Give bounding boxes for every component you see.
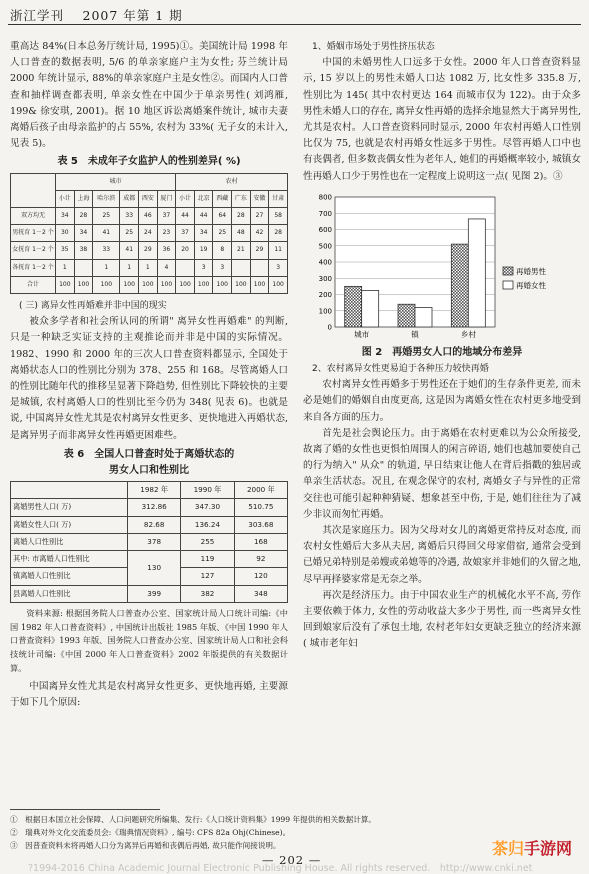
table5-cell: 44 bbox=[176, 208, 195, 225]
x-tick-label: 城市 bbox=[354, 329, 370, 339]
table6-cell: 82.68 bbox=[128, 516, 181, 533]
journal-header bbox=[10, 6, 183, 24]
table5-cell: 100 bbox=[176, 276, 195, 293]
table5-cell: 25 bbox=[120, 225, 139, 242]
table6-cell: 255 bbox=[181, 533, 234, 550]
table5-title: 表 5 未成年子女监护人的性别差异( %) bbox=[57, 156, 241, 168]
table5-row-label: 男抚育 1－2 个 bbox=[11, 225, 56, 242]
table5-col-header: 上海 bbox=[74, 190, 93, 207]
journal-name: 浙江学刊 bbox=[10, 8, 65, 23]
right-paragraph-5: 再次是经济压力。由于中国农业生产的机械化水平不高, 劳作主要依赖于体力, 女性的劳动收益大多少于男性, 而一些离异女性回到娘家后没有了承包土地, 农村老年妇女更缺乏独立的经济来源( 城市老年妇 bbox=[303, 589, 581, 650]
table5-cell: 100 bbox=[120, 276, 139, 293]
left-paragraph-3: 中国离异女性尤其是农村离异女性更多、更快地再婚, 主要源于如下几个原因: bbox=[10, 680, 288, 708]
table5-cell: 4 bbox=[157, 259, 176, 276]
table5-cell: 34 bbox=[74, 225, 93, 242]
table5-cell: 100 bbox=[74, 276, 93, 293]
table-row bbox=[11, 533, 288, 550]
table5-cell: 100 bbox=[157, 276, 176, 293]
y-tick-label: 600 bbox=[318, 225, 332, 234]
table5-col-header: 甘肃 bbox=[269, 190, 288, 207]
footnote-1: ① 根据日本国立社会保障、人口问题研究所编集、发行:《人口统计资料集》1999 年提供的相关数据计算。 bbox=[10, 815, 377, 824]
table5-cell: 64 bbox=[213, 208, 232, 225]
bar-male bbox=[345, 286, 362, 327]
table6-row-label: 离婚人口性别比 bbox=[11, 533, 128, 550]
figure-2-caption: 图 2 再婚男女人口的地域分布差异 bbox=[361, 346, 523, 358]
table6-cell: 136.24 bbox=[181, 516, 234, 533]
y-tick-label: 100 bbox=[318, 307, 332, 316]
right-paragraph-1: 中国的未婚男性人口远多于女性。2000 年人口普查资料显示, 15 岁以上的男性未婚人口达 1082 万, 比女性多 335.8 万, 性别比为 145( 其中农村更达 164 而城市仅为 122)。由于众多男性未婚人口的存在, 离异女性再婚的选择余地显然大于离异男性, 尤其是农村。人口普查资料同时显示, 2000 年农村再婚人口性别比仅为 75, 也就是农村再婚女性远多于男性。尽管再婚人口中也有丧偶者, 但多数丧偶女性为老年人, 她们的再婚概率较小, 城镇女性再婚人口少于男性也在一定程度上说明这一点( 见图 2)。③ bbox=[303, 57, 581, 182]
table6-cell: 168 bbox=[234, 533, 287, 550]
table5-cell: 58 bbox=[269, 208, 288, 225]
table5-cell: 28 bbox=[269, 225, 288, 242]
header-rule bbox=[8, 24, 581, 25]
table5-cell: 100 bbox=[269, 276, 288, 293]
table5-cell: 100 bbox=[194, 276, 213, 293]
table5-row-label: 女抚育 1－2 个 bbox=[11, 242, 56, 259]
table6-cell: 130 bbox=[128, 551, 181, 585]
table-row bbox=[11, 516, 288, 533]
page-number: — 202 — bbox=[262, 853, 322, 867]
figure-2-chart bbox=[303, 187, 581, 345]
table5-cell: 23 bbox=[157, 225, 176, 242]
right-paragraph-2: 农村离异女性再婚多于男性还在于她们的生存条件更差, 而未必是她们的婚姻自由度更高, 这是因为离婚女性在农村更多地受到来自各方面的压力。 bbox=[303, 379, 581, 423]
watermark-part1: 茶归 bbox=[492, 839, 525, 858]
table5-cell bbox=[74, 259, 93, 276]
table5-group-rural: 农村 bbox=[176, 173, 288, 190]
y-tick-label: 500 bbox=[318, 242, 332, 251]
table5-cell: 30 bbox=[56, 225, 75, 242]
table5-col-header: 安徽 bbox=[250, 190, 269, 207]
section-1-heading: 1、婚姻市场处于男性挤压状态 bbox=[312, 42, 435, 52]
table5-cell: 33 bbox=[120, 208, 139, 225]
table5-cell: 8 bbox=[213, 242, 232, 259]
legend-label: 再婚男性 bbox=[516, 266, 546, 276]
table-row bbox=[11, 242, 288, 259]
table6-cell: 347.30 bbox=[181, 499, 234, 516]
table5-cell: 46 bbox=[139, 208, 158, 225]
table5-cell: 1 bbox=[120, 259, 139, 276]
table5-cell: 35 bbox=[56, 242, 75, 259]
table5-cell: 1 bbox=[93, 259, 120, 276]
right-paragraph-3: 首先是社会舆论压力。由于离婚在农村更难以为公众所接受, 故离了婚的女性也更惧怕周围人的闲言碎语, 她们也越加要使自己的行为纳入" 从众" 的轨道, 早日结束让他人在背后指戳的独居或单亲生活状态。况且, 在观念保守的农村, 离婚女子与异性的正常交往也可能引起种种猜疑、想象甚至中伤, 于是, 她们往往为了减少非议而匆忙再婚。 bbox=[303, 427, 581, 520]
table-row bbox=[11, 259, 288, 276]
table6-cell: 127 bbox=[181, 568, 234, 585]
table5-col-header: 北京 bbox=[194, 190, 213, 207]
table6-cell: 92 bbox=[234, 551, 287, 568]
table5-cell: 3 bbox=[269, 259, 288, 276]
table5-cell: 27 bbox=[250, 208, 269, 225]
table6-title-line1: 表 6 全国人口普查时处于离婚状态的 bbox=[63, 448, 235, 460]
table5-cell: 100 bbox=[213, 276, 232, 293]
table-row bbox=[11, 225, 288, 242]
table5-cell: 37 bbox=[176, 225, 195, 242]
table5-cell: 29 bbox=[250, 242, 269, 259]
table5 bbox=[10, 173, 288, 294]
table5-col-header: 西藏 bbox=[213, 190, 232, 207]
table5-cell: 41 bbox=[93, 225, 120, 242]
table-row bbox=[11, 208, 288, 225]
table6-row-label: 其中: 市离婚人口性别比 bbox=[11, 551, 128, 568]
table6-cell: 119 bbox=[181, 551, 234, 568]
table6-cell: 120 bbox=[234, 568, 287, 585]
table5-cell bbox=[250, 259, 269, 276]
journal-issue: 2007 年第 1 期 bbox=[82, 8, 183, 23]
table5-cell: 100 bbox=[232, 276, 251, 293]
footnote-2: ② 瑞典对外文化交流委员会:《瑞典情况资料》, 编号: CFS 82a Ohj(Chinese)。 bbox=[10, 828, 291, 837]
table5-cell: 100 bbox=[93, 276, 120, 293]
table6-title-line2: 男女人口和性别比 bbox=[109, 465, 189, 477]
table5-group-city: 城市 bbox=[56, 173, 176, 190]
table6-row-label: 县离婚人口性别比 bbox=[11, 585, 128, 602]
table5-row-label: 合计 bbox=[11, 276, 56, 293]
table5-cell: 34 bbox=[56, 208, 75, 225]
y-tick-label: 400 bbox=[318, 258, 332, 267]
y-tick-label: 0 bbox=[327, 323, 332, 332]
table-row bbox=[11, 499, 288, 516]
table-row bbox=[11, 551, 288, 568]
table5-cell: 20 bbox=[176, 242, 195, 259]
table5-cell: 48 bbox=[232, 225, 251, 242]
table6-source-note: 资料来源: 根据国务院人口普查办公室、国家统计局人口统计司编:《中国 1982 年人口普查资料》, 中国统计出版社 1985 年版、《中国 1990 年人口普查资料》1993 年版、国务院人口普查办公室、国家统计局人口和社会科技统计司编:《中国 2000 年人口普查资料》2002 年版提供的有关数据计算。 bbox=[10, 607, 288, 673]
table6-cell: 303.68 bbox=[234, 516, 287, 533]
table5-cell: 28 bbox=[232, 208, 251, 225]
bar-female bbox=[468, 219, 485, 327]
x-tick-label: 乡村 bbox=[460, 329, 476, 339]
table5-cell: 100 bbox=[139, 276, 158, 293]
bar-male bbox=[451, 244, 468, 327]
table5-cell: 1 bbox=[139, 259, 158, 276]
watermark-part2: 手游网 bbox=[524, 839, 573, 858]
table5-cell: 11 bbox=[269, 242, 288, 259]
right-paragraph-4: 其次是家庭压力。因为父母对女儿的离婚更常持反对态度, 而农村女性婚后大多从夫居, 离婚后只得回父母家借宿, 通常会受到已婚兄弟特别是弟嫂或弟媳等的冷遇, 故娘家并非她们的久留之地, 尽早再择婆家常是无奈之举。 bbox=[303, 525, 581, 585]
table6-col-header: 2000 年 bbox=[234, 482, 287, 499]
table5-cell: 38 bbox=[74, 242, 93, 259]
y-tick-label: 800 bbox=[318, 193, 332, 202]
table6-cell: 348 bbox=[234, 585, 287, 602]
table5-cell: 28 bbox=[74, 208, 93, 225]
table5-col-header: 厦门 bbox=[157, 190, 176, 207]
figure-2 bbox=[303, 187, 581, 345]
legend-swatch bbox=[503, 267, 513, 275]
section-3-heading: ( 三) 离异女性再婚难并非中国的现实 bbox=[19, 301, 167, 312]
table6-cell: 378 bbox=[128, 533, 181, 550]
table5-cell: 25 bbox=[213, 225, 232, 242]
table5-cell: 21 bbox=[232, 242, 251, 259]
table-row bbox=[11, 276, 288, 293]
footnote-3: ③ 因普查资料未将再婚人口分为离异后再婚和丧偶后再婚, 故只能作间接说明。 bbox=[10, 841, 281, 850]
table6-cell: 399 bbox=[128, 585, 181, 602]
table6-row-label: 离婚女性人口( 万) bbox=[11, 516, 128, 533]
table6-col-header: 1982 年 bbox=[128, 482, 181, 499]
table5-cell: 3 bbox=[194, 259, 213, 276]
table6-row-label: 离婚男性人口( 万) bbox=[11, 499, 128, 516]
legend-label: 再婚女性 bbox=[516, 280, 546, 290]
table5-col-header: 广东 bbox=[232, 190, 251, 207]
table5-cell: 3 bbox=[213, 259, 232, 276]
legend-swatch bbox=[503, 281, 513, 289]
table5-cell: 34 bbox=[194, 225, 213, 242]
table5-cell: 24 bbox=[139, 225, 158, 242]
table5-cell: 41 bbox=[120, 242, 139, 259]
right-column bbox=[303, 39, 581, 653]
table5-row-label: 各抚育 1－2 个 bbox=[11, 259, 56, 276]
table5-col-header: 小计 bbox=[176, 190, 195, 207]
bar-female bbox=[415, 307, 432, 327]
table6 bbox=[10, 481, 288, 602]
table6-row-label: 镇离婚人口性别比 bbox=[11, 568, 128, 585]
table5-cell: 42 bbox=[250, 225, 269, 242]
table6-cell: 382 bbox=[181, 585, 234, 602]
copyright-notice: ?1994-2016 China Academic Journal Electronic Publishing House. All rights reserved. http://www.cnki.net bbox=[28, 863, 533, 874]
y-tick-label: 700 bbox=[318, 209, 332, 218]
table5-cell bbox=[232, 259, 251, 276]
watermark-logo bbox=[492, 836, 572, 859]
table6-cell: 510.75 bbox=[234, 499, 287, 516]
table5-cell bbox=[176, 259, 195, 276]
table5-cell: 19 bbox=[194, 242, 213, 259]
table5-cell: 100 bbox=[56, 276, 75, 293]
section-2-heading: 2、农村离异女性更易迫于各种压力较快再婚 bbox=[312, 364, 489, 375]
table5-col-header: 成都 bbox=[120, 190, 139, 207]
left-column bbox=[10, 39, 288, 711]
bar-female bbox=[362, 290, 379, 327]
bar-male bbox=[398, 304, 415, 327]
table5-cell: 29 bbox=[139, 242, 158, 259]
table5-col-header: 哈尔滨 bbox=[93, 190, 120, 207]
table6-cell: 312.86 bbox=[128, 499, 181, 516]
table5-cell: 25 bbox=[93, 208, 120, 225]
table5-cell: 33 bbox=[93, 242, 120, 259]
table5-cell: 37 bbox=[157, 208, 176, 225]
y-tick-label: 200 bbox=[318, 290, 332, 299]
table5-row-label: 双方均无 bbox=[11, 208, 56, 225]
table5-cell: 100 bbox=[250, 276, 269, 293]
table5-cell: 1 bbox=[56, 259, 75, 276]
table-row bbox=[11, 585, 288, 602]
table5-col-header: 小计 bbox=[56, 190, 75, 207]
table6-col-header: 1990 年 bbox=[181, 482, 234, 499]
y-tick-label: 300 bbox=[318, 274, 332, 283]
left-paragraph-2: 被众多学者和社会所认同的所谓" 离异女性再婚难" 的判断, 只是一种缺乏实证支持的主观推论而并非是中国的实际情况。1982、1990 和 2000 年的三次人口普查资料都显示, 全国处于离婚状态人口的性别比分别为 378、255 和 168。尽管离婚人口的性别比随年代的推移呈显著下降趋势, 但性别比下降较快的主要是城镇, 农村离婚人口的性别比至今仍为 348( 见表 6)。也就是说, 中国离异女性尤其是农村离异女性更多、更快地进入再婚状态, 是离异男子而非离异女性再婚更困难些。 bbox=[10, 316, 288, 441]
table5-col-header: 西安 bbox=[139, 190, 158, 207]
footnote-rule bbox=[10, 809, 160, 810]
left-paragraph-1: 重高达 84%(日本总务厅统计局, 1995)①。美国统计局 1998 年人口普查的数据表明, 5/6 的单亲家庭户主为女性; 芬兰统计局 2000 年统计显示, 88%的单亲家庭户主是女性②。而国内人口普查和抽样调查都表明, 单亲女性在中国少于单亲男性( 刘鸿雁, 199& 徐安琪, 2001)。据 10 地区诉讼离婚案件统计, 城市夫妻离婚后孩子由母亲监护的占 55%, 农村为 33%( 无子女的未计入, 见表 5)。 bbox=[10, 41, 288, 150]
x-tick-label: 镇 bbox=[411, 329, 419, 339]
table5-cell: 44 bbox=[194, 208, 213, 225]
table5-cell: 36 bbox=[157, 242, 176, 259]
